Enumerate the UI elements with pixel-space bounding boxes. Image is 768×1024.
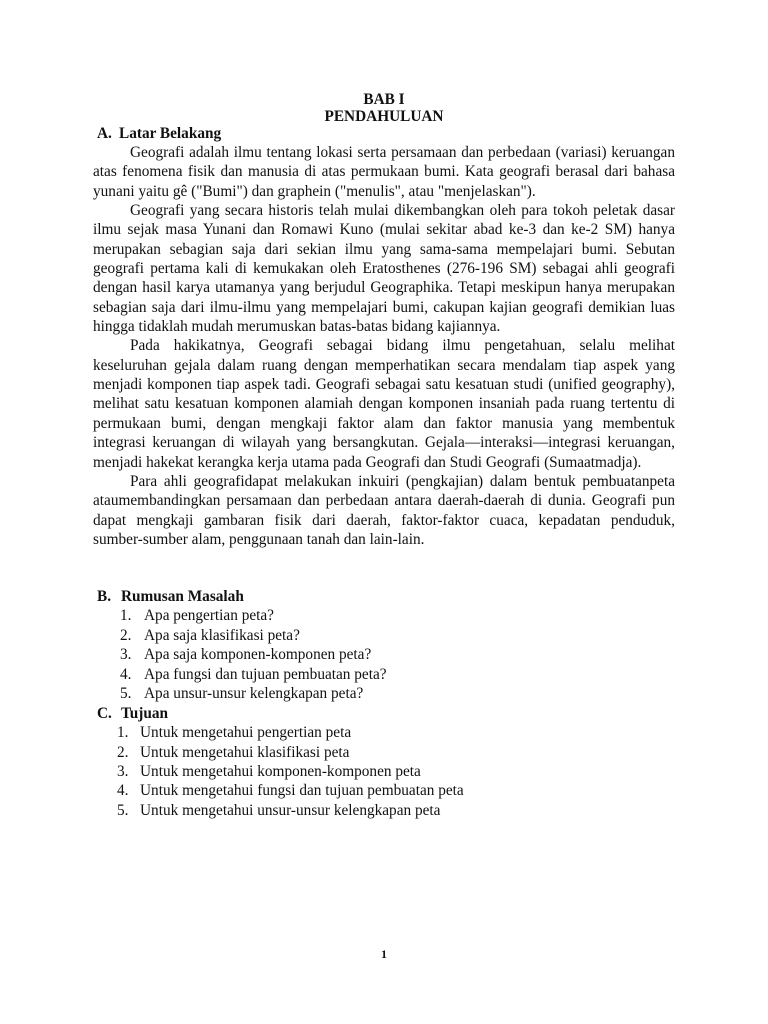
section-a-body <box>93 143 675 549</box>
list-item <box>0 606 768 625</box>
chapter-label: BAB I <box>363 91 405 108</box>
paragraph-line: dapat mengkaji gambaran fisik dari daerah, faktor-faktor cuaca, kepadatan penduduk, <box>93 511 675 529</box>
section-b-heading <box>0 587 768 606</box>
list-item-number: 3. <box>120 646 132 664</box>
paragraph-line: sebagian saja dari ilmu-ilmu yang mempelajari bumi, cakupan kajian geografi demikian luas <box>93 298 675 316</box>
paragraph-line: permukaan bumi, dengan mengkaji faktor alam dan faktor manusia yang membentuk <box>93 414 675 432</box>
section-a-marker: A. <box>97 125 112 142</box>
paragraph-line: ilmu sejak masa Yunani dan Romawi Kuno (mulai sekitar abad ke-3 dan ke-2 SM) hanya <box>93 221 675 239</box>
paragraph-line: hingga tidaklah mudah merumuskan batas-batas bidang kajiannya. <box>93 318 501 336</box>
list-item-text: Untuk mengetahui pengertian peta <box>140 724 352 742</box>
list-item <box>0 626 768 645</box>
list-item-number: 1. <box>120 607 132 625</box>
list-item-text: Apa unsur-unsur kelengkapan peta? <box>144 685 364 703</box>
section-a-heading <box>0 124 768 144</box>
paragraph-line: dengan hasil karya utamanya yang berjudul Geographika. Tetapi meskipun hanya merupakan <box>93 279 675 297</box>
paragraph-line: merupakan sebagian saja dari sekian ilmu yang sama-sama mempelajari bumi. Sebutan <box>93 240 675 258</box>
list-item-text: Apa saja klasifikasi peta? <box>144 626 300 644</box>
list-item-text: Untuk mengetahui klasifikasi peta <box>140 743 350 761</box>
list-item <box>0 762 768 781</box>
paragraph-line: melihat satu kesatuan komponen alamiah dengan komponen insaniah pada ruang tertentu di <box>93 395 675 413</box>
list-item-number: 5. <box>117 801 129 819</box>
list-item <box>0 684 768 703</box>
list-item-number: 1. <box>117 724 129 742</box>
paragraph-line: geografi pertama kali di kemukakan oleh Eratosthenes (276-196 SM) sebagai ahli geografi <box>93 260 675 278</box>
list-item <box>0 645 768 664</box>
list-item <box>0 723 768 742</box>
list-item-text: Apa saja komponen-komponen peta? <box>144 646 372 664</box>
sections-b-c <box>0 587 768 820</box>
section-b-marker: B. <box>97 588 112 605</box>
list-item-number: 5. <box>120 685 132 703</box>
section-b-title: Rumusan Masalah <box>121 588 244 605</box>
paragraph-line: Pada hakikatnya, Geografi sebagai bidang ilmu pengetahuan, selalu melihat <box>130 337 675 355</box>
paragraph-2 <box>93 201 675 336</box>
paragraph-line: atas fenomena fisik dan manusia di atas permukaan bumi. Kata geografi berasal dari bahasa <box>93 163 675 181</box>
paragraph-1 <box>93 143 675 201</box>
paragraph-line: menjadi hakekat kerangka kerja utama pada Geografi dan Studi Geografi (Sumaatmadja). <box>93 453 642 471</box>
section-c-marker: C. <box>97 704 112 722</box>
paragraph-line: Geografi yang secara historis telah mulai dikembangkan oleh para tokoh peletak dasar <box>130 202 675 220</box>
list-item <box>0 665 768 684</box>
section-a-title: Latar Belakang <box>119 125 222 142</box>
list-item-text: Untuk mengetahui unsur-unsur kelengkapan peta <box>140 801 441 819</box>
list-item-number: 4. <box>117 782 129 800</box>
paragraph-line: Geografi adalah ilmu tentang lokasi serta persamaan dan perbedaan (variasi) keruangan <box>130 144 675 161</box>
chapter-title: PENDAHULUAN <box>324 108 444 125</box>
paragraph-line: ataumembandingkan persamaan dan perbedaan antara daerah-daerah di dunia. Geografi pun <box>93 492 675 510</box>
list-item-number: 4. <box>120 665 132 683</box>
list-item-text: Apa fungsi dan tujuan pembuatan peta? <box>144 665 387 683</box>
section-c-title: Tujuan <box>121 704 169 722</box>
paragraph-line: menjadi komponen tiap aspek tadi. Geografi sebagai satu kesatuan studi (unified geography), <box>93 376 675 394</box>
list-item-number: 2. <box>117 743 129 761</box>
paragraph-line: yunani yaitu gê ("Bumi") dan graphein ("menulis", atau "menjelaskan"). <box>93 182 536 200</box>
list-item <box>0 781 768 800</box>
paragraph-line: Para ahli geografidapat melakukan inkuiri (pengkajian) dalam bentuk pembuatanpeta <box>130 472 675 490</box>
list-item <box>0 801 768 820</box>
list-item-number: 3. <box>117 762 129 780</box>
list-item <box>0 743 768 762</box>
section-c-heading <box>0 704 768 723</box>
paragraph-3 <box>93 336 675 471</box>
paragraph-line: integrasi keruangan di wilayah yang bersangkutan. Gejala—interaksi—integrasi keruangan, <box>93 434 675 452</box>
list-item-number: 2. <box>120 626 132 644</box>
list-item-text: Untuk mengetahui komponen-komponen peta <box>140 762 421 780</box>
paragraph-4 <box>93 472 675 549</box>
page-number: 1 <box>381 947 387 961</box>
paragraph-line: sumber-sumber alam, penggunaan tanah dan lain-lain. <box>93 530 425 548</box>
list-item-text: Apa pengertian peta? <box>144 607 274 625</box>
paragraph-line: keseluruhan gejala dalam ruang dengan memperhatikan secara mendalam tiap aspek yang <box>93 356 675 374</box>
list-item-text: Untuk mengetahui fungsi dan tujuan pembuatan peta <box>140 782 464 800</box>
